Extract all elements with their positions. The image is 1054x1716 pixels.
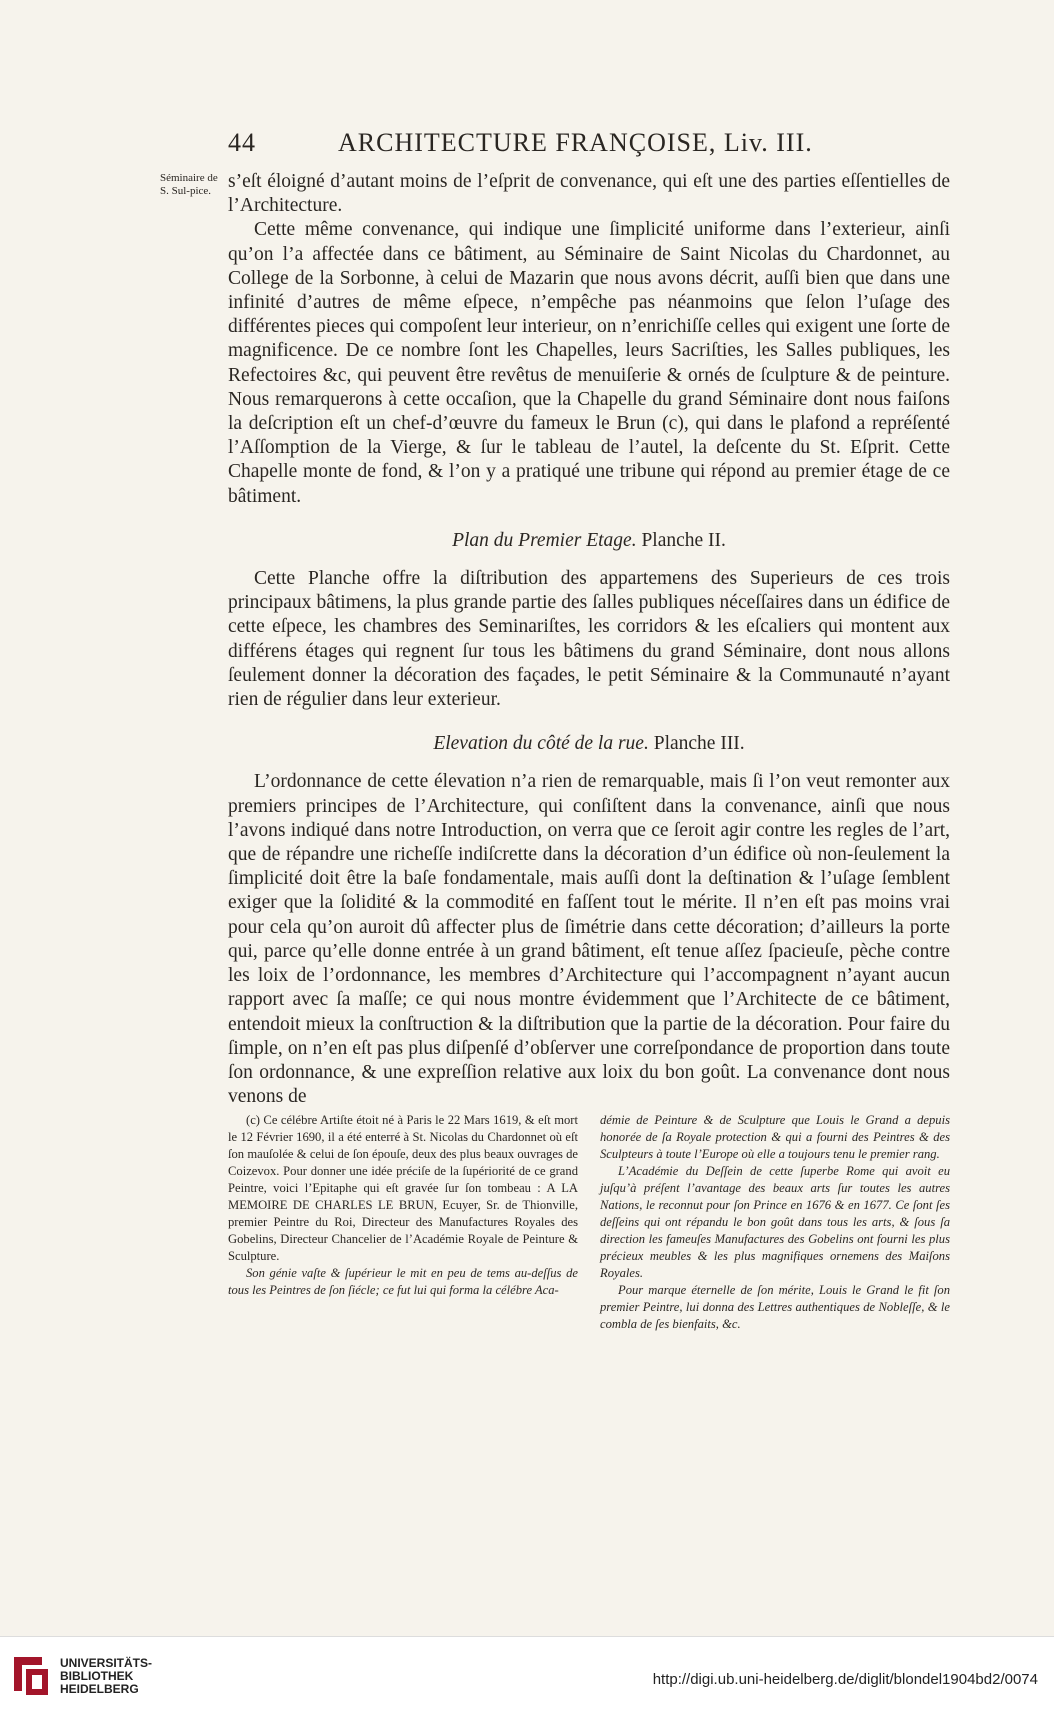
footnote-column-left [228,1112,578,1333]
footnote-paragraph: L’Académie du Deſſein de cette ſuperbe Rome qui avoit eu juſqu’à préſent l’avantage des beaux arts ſur toutes les autres Nations, le reconnut pour ſon Prince en 1676 & en 1677. Ce ſont ſes deſſeins qui ont répandu le bon goût dans tous les arts, & ſous ſa direction les fameuſes Manufactures des Gobelins ont fourni les plus précieux meubles & les plus magnifiques ornemens des Maiſons Royales. [600,1164,950,1280]
footnotes [228,1112,950,1333]
footnote-paragraph: démie de Peinture & de Sculpture que Louis le Grand a depuis honorée de ſa Royale protection & qui a fourni des Peintres & des Sculpteurs à toute l’Europe où elle a toujours tenu le premier rang. [600,1113,950,1161]
section-title-italic: Elevation du côté de la rue. [433,733,649,755]
main-text [228,170,950,1109]
library-footer [0,1636,1054,1716]
footnote-paragraph: Pour marque éternelle de ſon mérite, Louis le Grand le fit ſon premier Peintre, lui donna des Lettres authentiques de Nobleſſe, & le combla de ſes bienfaits, &c. [600,1283,950,1331]
footnote-paragraph: Son génie vaſte & ſupérieur le mit en peu de tems au-deſſus de tous les Peintres de ſon ſiécle; ce fut lui qui forma la célébre Aca- [228,1266,578,1297]
page-number: 44 [228,128,256,157]
section-title-plate: Planche III. [648,733,745,755]
paragraph-1: s’eſt éloigné d’autant moins de l’eſprit de convenance, qui eſt une des parties eſſentielles de l’Architecture. [228,171,950,217]
footnote-c: (c) Ce célébre Artiſte étoit né à Paris le 22 Mars 1619, & eſt mort le 12 Février 1690, il a été enterré à St. Nicolas du Chardonnet où eſt ſon mauſolée & celui de ſon épouſe, deux des plus beaux ouvrages de Coizevox. Pour donner une idée préciſe de la ſupériorité de ce grand Peintre, voici l’Epitaphe qui eſt gravée ſur ſon tombeau : A LA MEMOIRE DE CHARLES LE BRUN, Ecuyer, Sr. de Thionville, premier Peintre du Roi, Directeur des Manufactures Royales des Gobelins, Directeur Chancelier de l’Académie Royale de Peinture & Sculpture. [228,1113,578,1263]
running-header [228,128,948,158]
paragraph-4: L’ordonnance de cette élevation n’a rien de remarquable, mais ſi l’on veut remonter aux premiers principes de l’Architecture, qui conſiſtent dans la convenance, ainſi que nous l’avons indiqué dans notre Introduction, on verra que ce ſeroit agir contre les regles de l’art, que de répandre une richeſſe indiſcrette dans la décoration d’un édifice où non-ſeulement la ſimplicité doit être la baſe fondamentale, mais auſſi dont la deſtination & l’uſage ſemblent exiger que la ſolidité & la commodité en faſſent tout le mérite. Il n’en eſt pas moins vrai pour cela qu’on auroit dû affecter plus de ſimétrie dans cette décoration; d’ailleurs la porte qui, parce qu’elle donne entrée à un grand bâtiment, eſt tenue aſſez ſpacieuſe, pèche contre les loix de l’ordonnance, les membres d’Architecture qui l’accompagnent n’ayant aucun rapport avec ſa maſſe; ce qui nous montre évidemment que l’Architecte de ce bâtiment, entendoit mieux la conſtruction & la diſtribution que la partie de la décoration. Pour faire du ſimple, on n’en eſt pas plus diſpenſé d’obſerver une correſpondance de proportion dans toute ſon ordonnance, & une expreſſion relative aux loix du bon goût. La convenance dont nous venons de [228,771,950,1108]
footnote-column-right [600,1112,950,1333]
paragraph-2: Cette même convenance, qui indique une ſimplicité uniforme dans l’exterieur, ainſi qu’on l’a affectée dans ce bâtiment, au Séminaire de Saint Nicolas du Chardonnet, au College de la Sorbonne, à celui de Mazarin que nous avons décrit, auſſi bien que dans une infinité d’autres de même eſpece, n’empêche pas néanmoins que ſelon l’uſage des différentes pieces qui compoſent leur interieur, on n’enrichiſſe celles qui exigent une ſorte de magnificence. De ce nombre ſont les Chapelles, leurs Sacriſties, les Salles publiques, les Refectoires &c, qui peuvent être revêtus de menuiſerie & ornés de ſculpture & de peinture. Nous remarquerons à cette occaſion, que la Chapelle du grand Séminaire dont nous faiſons la deſcription eſt un chef-d’œuvre du fameux le Brun (c), qui dans le plafond a repréſenté l’Aſſomption de la Vierge, & ſur le tableau de l’autel, la deſcente du St. Eſprit. Cette Chapelle monte de fond, & l’on y a pratiqué une tribune qui répond au premier étage de ce bâtiment. [228,219,950,507]
margin-note: Séminaire de S. Sul-pice. [160,172,218,197]
running-title: ARCHITECTURE FRANÇOISE, Liv. III. [338,128,813,157]
source-url-link[interactable]: http://digi.ub.uni-heidelberg.de/diglit/blondel1904bd2/0074 [652,1671,1038,1688]
paragraph-3: Cette Planche offre la diſtribution des appartemens des Superieurs de ces trois principaux bâtimens, la plus grande partie des ſalles publiques néceſſaires dans un édifice de cette eſpece, les chambres des Seminariſtes, les corridors & les eſcaliers qui montent aux différens étages qui regnent ſur tous les bâtimens du grand Séminaire, dont nous allons ſeulement donner la décoration des façades, le petit Séminaire & la Communauté n’ayant rien de régulier dans leur exterieur. [228,568,950,711]
library-logo-icon [8,1651,54,1699]
section-title-italic: Plan du Premier Etage. [452,529,637,551]
section-title-planche-2 [228,529,950,553]
library-name: UNIVERSITÄTS- BIBLIOTHEK HEIDELBERG [60,1656,153,1696]
section-title-planche-3 [228,732,950,756]
section-title-plate: Planche II. [636,529,726,551]
